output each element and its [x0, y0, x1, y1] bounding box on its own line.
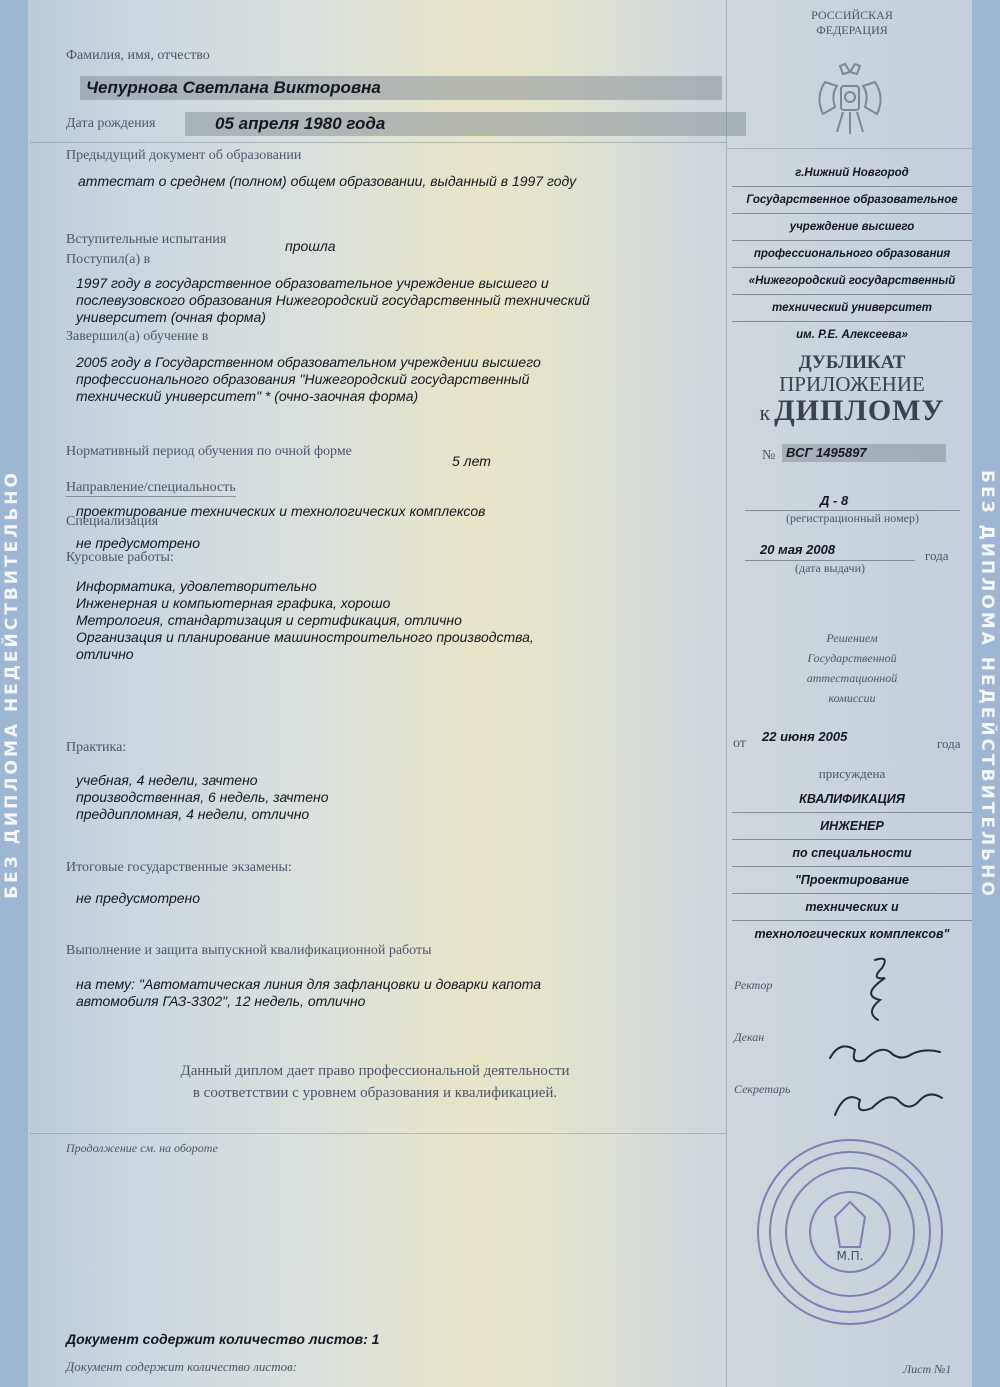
rule	[30, 142, 726, 143]
full-name: Чепурнова Светлана Викторовна	[80, 76, 722, 100]
issuer-line: г.Нижний Новгород	[732, 160, 972, 187]
date-of-birth: 05 апреля 1980 года	[185, 112, 746, 136]
signatures-image	[820, 950, 950, 1130]
issuer-line: им. Р.Е. Алексеева»	[796, 329, 908, 341]
qualification-line: КВАЛИФИКАЦИЯ	[732, 786, 972, 813]
duplicate-title: ДУБЛИКАТ	[798, 352, 906, 373]
practice-item: производственная, 6 недель, зачтено	[76, 789, 329, 805]
qualification-line: технологических комплексов"	[754, 927, 950, 941]
left-band-text: БЕЗ ДИПЛОМА НЕДЕЙСТВИТЕЛЬНО	[2, 470, 22, 899]
finished-line-3: технический университет" * (очно-заочная форма)	[76, 388, 419, 404]
dean-label: Декан	[734, 1030, 765, 1044]
to-word: к	[759, 400, 771, 425]
exams-value: не предусмотрено	[76, 890, 201, 906]
coursework-item: Метрология, стандартизация и сертификация, отлично	[76, 612, 462, 628]
entrance-value: прошла	[285, 238, 336, 254]
year-word: года	[925, 548, 949, 563]
exams-label: Итоговые государственные экзамены:	[66, 860, 292, 875]
issuer-line: «Нижегородский государственный	[732, 268, 972, 295]
qualification-line: технических и	[732, 894, 972, 921]
number-sign: №	[762, 448, 776, 463]
issue-date-label: (дата выдачи)	[745, 560, 915, 576]
issue-date: 20 мая 2008	[760, 542, 836, 557]
finished-line-2: профессионального образования "Нижегородский государственный	[76, 371, 530, 387]
secretary-signature	[835, 1094, 942, 1115]
qualification-line: ИНЖЕНЕР	[732, 813, 972, 840]
enrolled-line-1: 1997 году в государственное образовательное учреждение высшего и	[76, 275, 549, 291]
continued-note: Продолжение см. на обороте	[66, 1141, 218, 1155]
prev-doc-label: Предыдущий документ об образовании	[66, 148, 302, 163]
diploma-word: ДИПЛОМУ	[774, 394, 945, 427]
coursework-item: отлично	[76, 646, 134, 662]
practice-item: преддипломная, 4 недели, отлично	[76, 806, 310, 822]
column-divider	[726, 0, 727, 1387]
period-value: 5 лет	[452, 453, 491, 469]
official-seal	[740, 1132, 960, 1332]
from-word: от	[733, 736, 746, 751]
right-security-band	[972, 0, 1000, 1387]
direction-value: проектирование технических и технологических комплексов	[76, 503, 486, 519]
practice-item: учебная, 4 недели, зачтено	[76, 772, 258, 788]
year-word-2: года	[937, 736, 961, 751]
sheet-number: Лист №1	[903, 1362, 952, 1376]
enrolled-label: Поступил(а) в	[66, 252, 151, 267]
direction-label: Направление/специальность	[66, 480, 236, 495]
rule	[727, 148, 972, 149]
dean-signature	[830, 1046, 940, 1061]
left-security-band	[0, 0, 28, 1387]
issuer-block	[732, 160, 972, 348]
finished-line-1: 2005 году в Государственном образовательном учреждении высшего	[76, 354, 541, 370]
issuer-line: Государственное образовательное	[732, 187, 972, 214]
rule	[30, 1133, 726, 1134]
issuer-line: технический университет	[732, 295, 972, 322]
commission-decision	[732, 628, 972, 708]
specialization-label: Специализация	[66, 514, 159, 529]
period-label: Нормативный период обучения по очной форме	[66, 444, 352, 459]
coursework-item: Организация и планирование машиностроительного производства,	[76, 629, 534, 645]
coursework-label: Курсовые работы:	[66, 550, 174, 565]
enrolled-line-3: университет (очная форма)	[76, 309, 266, 325]
decision-line: аттестационной	[806, 671, 898, 685]
name-label: Фамилия, имя, отчество	[66, 48, 210, 63]
coursework-item: Информатика, удовлетворительно	[76, 578, 317, 594]
decision-line: Решением	[826, 631, 878, 645]
appendix-title: ПРИЛОЖЕНИЕ	[779, 372, 925, 396]
qualification-line: "Проектирование	[732, 867, 972, 894]
thesis-line-1: на тему: "Автоматическая линия для зафланцовки и доварки капота	[76, 976, 542, 992]
seal-mp-text: М.П.	[836, 1249, 864, 1263]
rector-label: Ректор	[734, 978, 773, 992]
secretary-label: Секретарь	[734, 1082, 791, 1096]
decision-date: 22 июня 2005	[762, 729, 848, 744]
sheets-label: Документ содержит количество листов:	[66, 1359, 298, 1374]
prev-doc-value: аттестат о среднем (полном) общем образовании, выданный в 1997 году	[78, 173, 577, 189]
practice-label: Практика:	[66, 740, 127, 755]
to-diploma-title	[732, 394, 972, 428]
enrolled-line-2: послевузовского образования Нижегородский государственный технический	[76, 292, 590, 308]
finished-label: Завершил(а) обучение в	[66, 329, 209, 344]
dob-label: Дата рождения	[66, 116, 156, 131]
country-name	[732, 8, 972, 38]
country-line-2: ФЕДЕРАЦИЯ	[816, 23, 888, 37]
issuer-line: учреждение высшего	[732, 214, 972, 241]
qualification-block	[732, 786, 972, 947]
right-band-text: БЕЗ ДИПЛОМА НЕДЕЙСТВИТЕЛЬНО	[977, 470, 997, 899]
double-headed-eagle-icon	[805, 52, 895, 142]
thesis-label: Выполнение и защита выпускной квалификационной работы	[66, 943, 432, 958]
decision-line: Государственной	[807, 651, 897, 665]
rector-signature	[871, 959, 885, 1020]
awarded-word: присуждена	[818, 766, 886, 781]
rights-line-2: в соответствии с уровнем образования и квалификацией.	[192, 1085, 558, 1101]
coursework-item: Инженерная и компьютерная графика, хорошо	[76, 595, 391, 611]
thesis-line-2: автомобиля ГАЗ-3302", 12 недель, отлично	[76, 993, 366, 1009]
entrance-label: Вступительные испытания	[66, 232, 227, 247]
registration-label: (регистрационный номер)	[745, 510, 960, 526]
issuer-line: профессионального образования	[732, 241, 972, 268]
qualification-line: по специальности	[732, 840, 972, 867]
registration-number: Д - 8	[820, 493, 849, 508]
specialization-value: не предусмотрено	[76, 535, 201, 551]
country-line-1: РОССИЙСКАЯ	[811, 8, 893, 22]
sheets-count: Документ содержит количество листов: 1	[66, 1331, 380, 1347]
rights-statement	[60, 1060, 690, 1104]
decision-line: комиссии	[828, 691, 876, 705]
rights-line-1: Данный диплом дает право профессиональной деятельности	[180, 1063, 570, 1079]
diploma-number: ВСГ 1495897	[782, 444, 946, 462]
